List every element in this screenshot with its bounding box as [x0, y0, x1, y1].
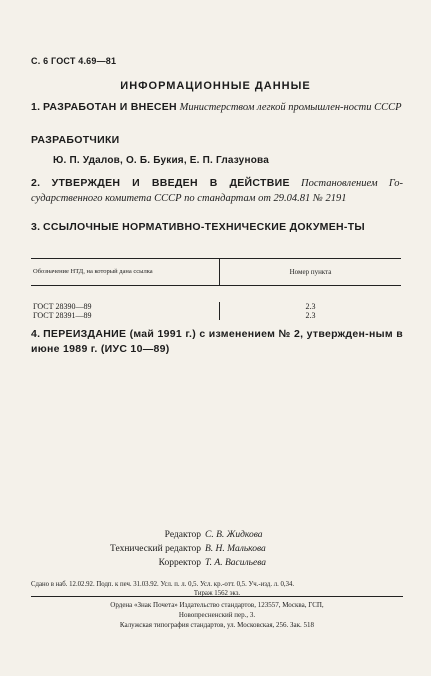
- section-heading: УТВЕРЖДЕН И ВВЕДЕН В ДЕЙСТВИЕ: [51, 177, 290, 189]
- column-header-clause: Номер пункта: [289, 268, 332, 276]
- clause-cell: 2.3: [305, 302, 316, 311]
- page-header: С. 6 ГОСТ 4.69—81: [31, 56, 117, 66]
- editor-role: Редактор: [164, 530, 201, 540]
- section-references: [31, 220, 403, 235]
- developers-heading: РАЗРАБОТЧИКИ: [31, 134, 120, 146]
- corrector-name: Т. А. Васильева: [205, 558, 266, 568]
- document-title: ИНФОРМАЦИОННЫЕ ДАННЫЕ: [120, 80, 311, 92]
- section-heading: ССЫЛОЧНЫЕ НОРМАТИВНО-ТЕХНИЧЕСКИЕ ДОКУМЕН-ТЫ: [42, 221, 365, 233]
- section-number: 2.: [31, 177, 41, 189]
- publisher-address: Новопресненский пер., 3.: [178, 611, 256, 619]
- section-number: 1.: [31, 101, 41, 113]
- publisher-line: Ордена «Знак Почета» Издательство стандартов, 123557, Москва, ГСП,: [110, 601, 324, 609]
- editor-name: С. В. Жидкова: [205, 530, 263, 540]
- section-body: Постановлением Го-сударственного комитета СССР по стандартам от 29.04.81 № 2191: [31, 178, 403, 204]
- table-header: [31, 258, 401, 286]
- section-number: 4.: [31, 328, 41, 340]
- reference-table: [31, 258, 401, 320]
- editors-block: [0, 528, 431, 570]
- document-cell: ГОСТ 28391—89: [31, 311, 220, 320]
- table-row: [31, 302, 401, 311]
- section-heading: РАЗРАБОТАН И ВНЕСЕН: [42, 101, 177, 113]
- document-cell: ГОСТ 28390—89: [31, 302, 220, 311]
- clause-cell: 2.3: [305, 311, 316, 320]
- printing-house-line: Калужская типография стандартов, ул. Московская, 256. Зак. 518: [119, 621, 315, 629]
- section-approved: [31, 176, 403, 206]
- tech-editor-role: Технический редактор: [110, 544, 201, 554]
- section-heading: ПЕРЕИЗДАНИЕ (май 1991 г.) с изменением № 2, утвержден-ным в июне 1989 г. (ИУС 10—89): [31, 328, 403, 355]
- imprint-circulation: Тираж 1562 экз.: [193, 590, 241, 597]
- table-row: [31, 311, 401, 320]
- section-number: 3.: [31, 221, 41, 233]
- table-body: [31, 286, 401, 320]
- tech-editor-line: [0, 542, 431, 556]
- corrector-role: Корректор: [158, 558, 201, 568]
- developers-names: Ю. П. Удалов, О. Б. Букия, Е. П. Глазунова: [53, 155, 269, 166]
- publisher-block: [31, 596, 403, 630]
- section-body: Министерством легкой промышлен-ности СССР: [179, 102, 402, 113]
- tech-editor-name: В. Н. Малькова: [205, 544, 266, 554]
- column-header-document: Обозначение НТД, на который дана ссылка: [31, 259, 220, 285]
- imprint-line: Сдано в наб. 12.02.92. Подп. к печ. 31.03.92. Усл. п. л. 0,5. Усл. кр.-отт. 0,5. Уч.-изд. л. 0,34.: [31, 581, 295, 588]
- editor-line: [0, 528, 431, 542]
- section-reissue: [31, 327, 403, 357]
- corrector-line: [0, 556, 431, 570]
- section-developed-by: [31, 100, 403, 115]
